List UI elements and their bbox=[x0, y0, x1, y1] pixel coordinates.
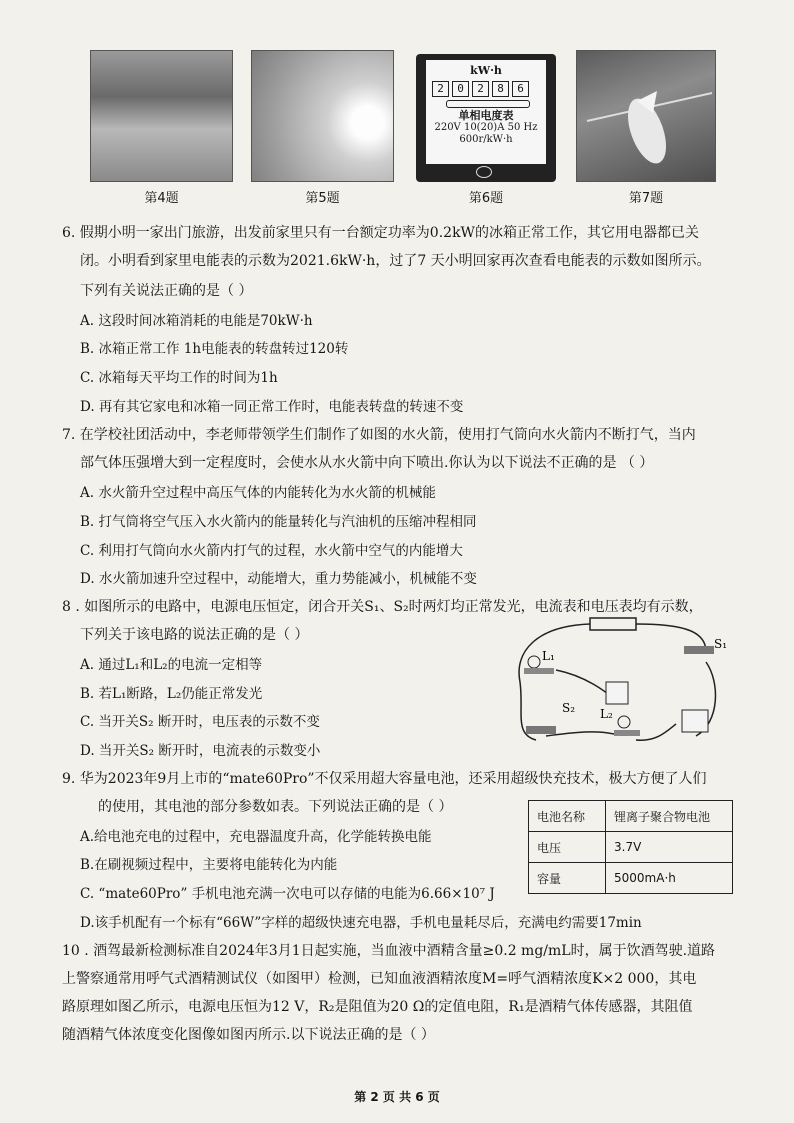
electricity-meter bbox=[416, 54, 556, 182]
page-footer: 第 2 页 共 6 页 bbox=[354, 1090, 440, 1104]
water-rocket-icon bbox=[577, 51, 716, 182]
table-row bbox=[529, 801, 733, 832]
street-photo bbox=[90, 50, 233, 182]
table-cell: 容量 bbox=[529, 863, 606, 894]
s1-label: S₁ bbox=[714, 637, 728, 651]
q10-stem-line: 10 . 酒驾最新检测标准自2024年3月1日起实施，当血液中酒精含量≥0.2 mg/mL时，属于饮酒驾驶.道路 bbox=[62, 943, 716, 959]
meter-knob bbox=[476, 166, 492, 178]
battery-icon bbox=[590, 618, 636, 630]
table-cell: 锂离子聚合物电池 bbox=[606, 801, 733, 832]
switch-icon bbox=[526, 726, 556, 734]
figure-caption: 第6题 bbox=[468, 191, 504, 206]
q8-option-a: A. 通过L₁和L₂的电流一定相等 bbox=[80, 657, 263, 673]
lamp-icon bbox=[618, 716, 630, 728]
figure-5 bbox=[251, 50, 394, 206]
q8-option-c: C. 当开关S₂ 断开时，电压表的示数不变 bbox=[80, 714, 320, 730]
l2-label: L₂ bbox=[600, 707, 613, 721]
meter-dial-arrow bbox=[446, 100, 530, 108]
q7-option-b: B. 打气筒将空气压入水火箭内的能量转化与汽油机的压缩冲程相同 bbox=[80, 514, 477, 530]
q6-stem-line: 下列有关说法正确的是（ ） bbox=[80, 283, 253, 299]
q9-option-c: C. “mate60Pro” 手机电池充满一次电可以存储的电能为6.66×10⁷ J bbox=[80, 886, 495, 902]
q9-stem-line: 的使用，其电池的部分参数如表。下列说法正确的是（ ） bbox=[98, 799, 453, 815]
q6-option-a: A. 这段时间冰箱消耗的电能是70kW·h bbox=[80, 313, 313, 329]
q7-stem-line: 部气体压强增大到一定程度时，会使水从水火箭中向下喷出.你认为以下说法不正确的是 （ ） bbox=[80, 455, 654, 471]
figure-4 bbox=[90, 50, 233, 206]
meter-info bbox=[426, 110, 546, 146]
q8-stem-line: 8 . 如图所示的电路中，电源电压恒定，闭合开关S₁、S₂时两灯均正常发光，电流表和电压表均有示数， bbox=[62, 599, 703, 615]
q6-option-b: B. 冰箱正常工作 1h电能表的转盘转过120转 bbox=[80, 341, 349, 357]
s2-label: S₂ bbox=[562, 701, 576, 715]
table-cell: 电池名称 bbox=[529, 801, 606, 832]
q6-option-d: D. 再有其它家电和冰箱一同正常工作时，电能表转盘的转速不变 bbox=[80, 399, 464, 415]
lamp-icon bbox=[528, 656, 540, 668]
meter-info-line: 单相电度表 bbox=[458, 109, 514, 122]
q9-option-b: B.在刷视频过程中，主要将电能转化为内能 bbox=[80, 857, 338, 873]
meter-digit: 6 bbox=[512, 81, 529, 97]
meter-digits bbox=[432, 81, 529, 97]
q9-option-d: D.该手机配有一个标有“66W”字样的超级快速充电器，手机电量耗尽后，充满电约需要17min bbox=[80, 915, 642, 931]
q7-stem-line: 7. 在学校社团活动中，李老师带领学生们制作了如图的水火箭，使用打气筒向水火箭内不断打气，当内 bbox=[62, 427, 696, 443]
q8-stem-line: 下列关于该电路的说法正确的是（ ） bbox=[80, 627, 309, 643]
q10-stem-line: 随酒精气体浓度变化图像如图丙所示.以下说法正确的是（ ） bbox=[62, 1027, 435, 1043]
q8-option-b: B. 若L₁断路，L₂仍能正常发光 bbox=[80, 686, 263, 702]
switch-icon bbox=[684, 646, 714, 654]
table-row bbox=[529, 863, 733, 894]
lamp-base-icon bbox=[524, 668, 554, 674]
sunlight-photo bbox=[251, 50, 394, 182]
table-cell: 电压 bbox=[529, 832, 606, 863]
circuit-diagram bbox=[506, 612, 730, 752]
table-cell: 5000mA·h bbox=[606, 863, 733, 894]
q6-stem-line: 闭。小明看到家里电能表的示数为2021.6kW·h，过了7 天小明回家再次查看电能表的示数如图所示。 bbox=[80, 253, 711, 269]
meter-panel bbox=[426, 60, 546, 164]
meter-digit: 2 bbox=[432, 81, 449, 97]
ammeter-icon bbox=[606, 682, 628, 704]
figure-7 bbox=[576, 50, 716, 206]
q7-option-d: D. 水火箭加速升空过程中，动能增大，重力势能减小，机械能不变 bbox=[80, 571, 477, 587]
table-row bbox=[529, 832, 733, 863]
q6-stem-line: 6. 假期小明一家出门旅游，出发前家里只有一台额定功率为0.2kW的冰箱正常工作，其它用电器都已关 bbox=[62, 225, 699, 241]
voltmeter-icon bbox=[682, 710, 708, 732]
q8-option-d: D. 当开关S₂ 断开时，电流表的示数变小 bbox=[80, 743, 321, 759]
figure-caption: 第4题 bbox=[144, 191, 179, 206]
battery-spec-table bbox=[528, 800, 733, 894]
figure-caption: 第5题 bbox=[305, 191, 340, 206]
l1-label: L₁ bbox=[542, 649, 555, 663]
q6-option-c: C. 冰箱每天平均工作的时间为1h bbox=[80, 370, 278, 386]
q10-stem-line: 上警察通常用呼气式酒精测试仪（如图甲）检测，已知血液酒精浓度M=呼气酒精浓度K×2 000，其电 bbox=[62, 971, 697, 987]
q10-stem-line: 路原理如图乙所示，电源电压恒为12 V，R₂是阻值为20 Ω的定值电阻，R₁是酒精气体传感器，其阻值 bbox=[62, 999, 693, 1015]
meter-info-line: 220V 10(20)A 50 Hz bbox=[434, 122, 538, 133]
figure-caption: 第7题 bbox=[628, 191, 664, 206]
meter-digit: 2 bbox=[472, 81, 489, 97]
meter-digit: 0 bbox=[452, 81, 469, 97]
q9-stem-line: 9. 华为2023年9月上市的“mate60Pro”不仅采用超大容量电池，还采用超级快充技术，极大方便了人们 bbox=[62, 771, 707, 787]
water-rocket-photo bbox=[576, 50, 716, 182]
q7-option-a: A. 水火箭升空过程中高压气体的内能转化为水火箭的机械能 bbox=[80, 485, 436, 501]
meter-unit: kW·h bbox=[470, 64, 502, 77]
lamp-base-icon bbox=[614, 730, 640, 736]
table-cell: 3.7V bbox=[606, 832, 733, 863]
q9-option-a: A.给电池充电的过程中，充电器温度升高，化学能转换电能 bbox=[80, 829, 432, 845]
meter-info-line: 600r/kW·h bbox=[459, 134, 513, 145]
meter-digit: 8 bbox=[492, 81, 509, 97]
q7-option-c: C. 利用打气筒向水火箭内打气的过程，水火箭中空气的内能增大 bbox=[80, 543, 463, 559]
